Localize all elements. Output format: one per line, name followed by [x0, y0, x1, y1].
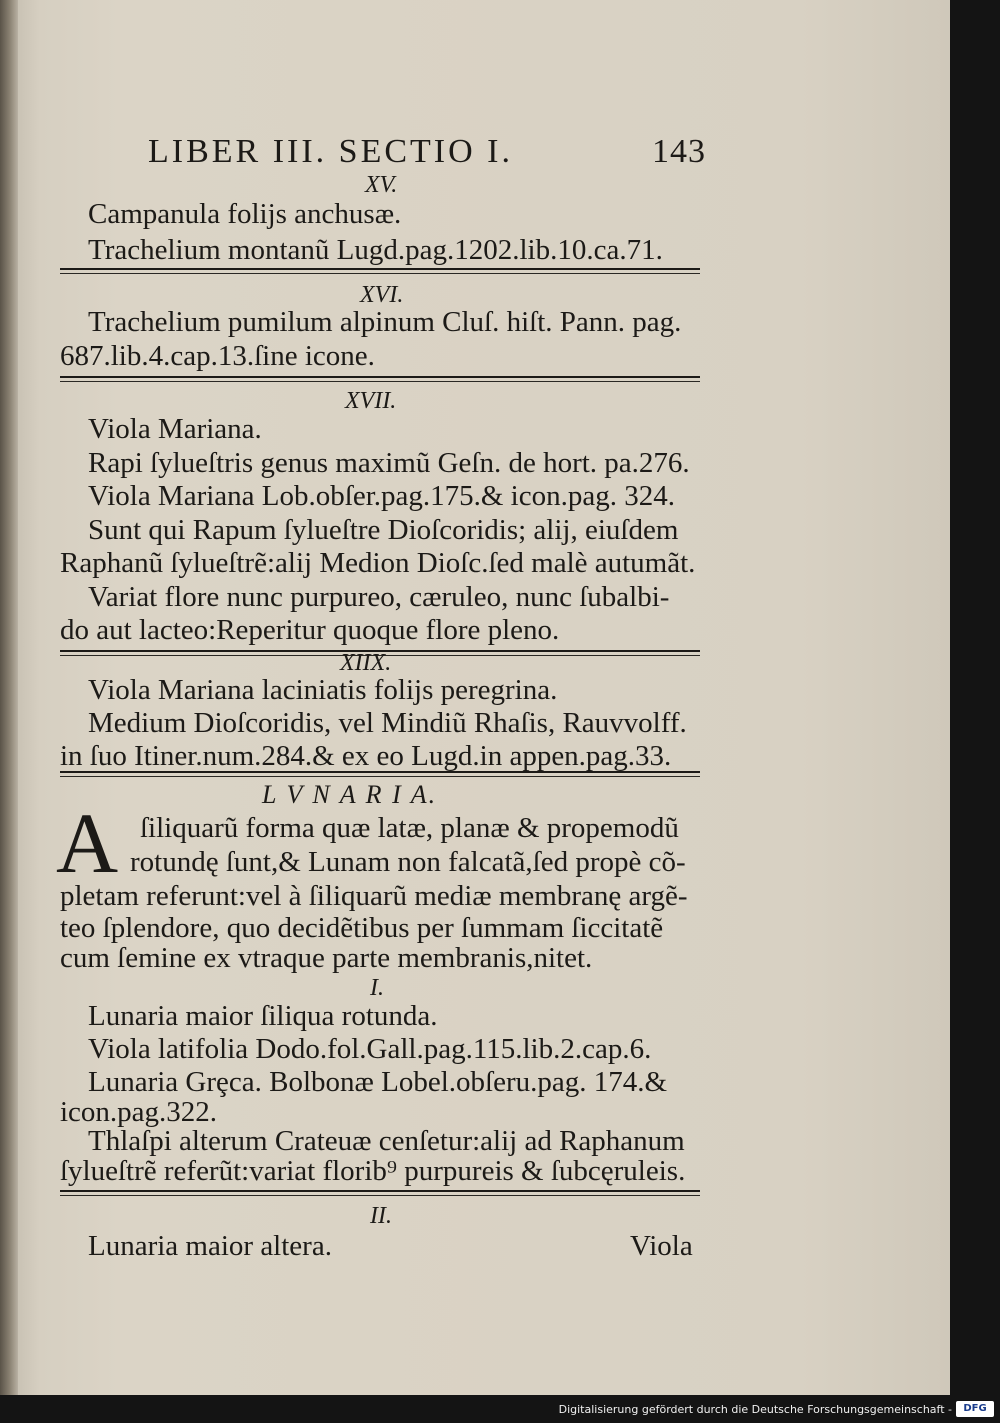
intro-line: teo ſplendore, quo decidẽtibus per ſummam ſiccitatẽ	[60, 912, 664, 944]
running-header: LIBER III. SECTIO I.	[148, 133, 514, 170]
entry-line: do aut lacteo:Reperitur quoque flore pleno.	[60, 614, 560, 646]
entry-line: Lunaria maior altera.	[88, 1230, 332, 1262]
entry-number: XVII.	[345, 388, 397, 414]
divider-rule	[60, 776, 700, 777]
dfg-logo-icon: DFG	[956, 1401, 994, 1417]
entry-number: XIIX.	[340, 650, 392, 676]
divider-rule	[60, 273, 700, 274]
entry-line: Medium Dioſcoridis, vel Mindiũ Rhaſis, Rauvvolff.	[88, 707, 687, 739]
entry-line: in ſuo Itiner.num.284.& ex eo Lugd.in appen.pag.33.	[60, 740, 672, 772]
entry-line: Lunaria Grȩca. Bolbonæ Lobel.obſeru.pag. 174.&	[88, 1066, 668, 1098]
divider-rule	[60, 1190, 700, 1192]
divider-rule	[60, 376, 700, 378]
entry-line: Trachelium montanũ Lugd.pag.1202.lib.10.ca.71.	[88, 234, 663, 266]
entry-line: Viola Mariana laciniatis folijs peregrina.	[88, 674, 558, 706]
entry-number: II.	[370, 1203, 392, 1229]
drop-initial: A	[56, 795, 119, 891]
intro-line: pletam referunt:vel à ſiliquarũ mediæ membranę argẽ-	[60, 880, 688, 912]
divider-rule	[60, 381, 700, 382]
entry-line: Lunaria maior ſiliqua rotunda.	[88, 1000, 438, 1032]
catchword: Viola	[630, 1230, 693, 1262]
divider-rule	[60, 268, 700, 270]
entry-line: Viola Mariana Lob.obſer.pag.175.& icon.pag. 324.	[88, 480, 675, 512]
entry-number: XV.	[365, 172, 398, 198]
entry-line: Raphanũ ſylueſtrẽ:alij Medion Dioſc.ſed malè autumãt.	[60, 547, 696, 579]
entry-line: Viola Mariana.	[88, 413, 262, 445]
entry-line: Thlaſpi alterum Crateuæ cenſetur:alij ad Raphanum	[88, 1125, 685, 1157]
section-title: L V N A R I A.	[262, 780, 438, 809]
footer-bar	[0, 1395, 1000, 1423]
divider-rule	[60, 1195, 700, 1196]
intro-line: ſiliquarũ forma quæ latæ, planæ & propemodũ	[140, 812, 679, 844]
intro-line: rotundę ſunt,& Lunam non falcatã,ſed propè cõ-	[130, 846, 686, 878]
entry-number: XVI.	[360, 282, 404, 308]
entry-line: Variat flore nunc purpureo, cæruleo, nunc ſubalbi-	[88, 581, 670, 613]
entry-line: 687.lib.4.cap.13.ſine icone.	[60, 340, 375, 372]
entry-line: Viola latifolia Dodo.fol.Gall.pag.115.lib.2.cap.6.	[88, 1033, 652, 1065]
divider-rule	[60, 771, 700, 773]
entry-number: I.	[370, 975, 384, 1001]
entry-line: Trachelium pumilum alpinum Cluſ. hiſt. Pann. pag.	[88, 306, 682, 338]
entry-line: icon.pag.322.	[60, 1096, 218, 1128]
page-number: 143	[652, 133, 706, 170]
entry-line: ſylueſtrẽ referũt:variat florib⁹ purpureis & ſubcęruleis.	[60, 1155, 686, 1187]
entry-line: Sunt qui Rapum ſylueſtre Dioſcoridis; alij, eiuſdem	[88, 514, 679, 546]
entry-line: Campanula folijs anchusæ.	[88, 198, 402, 230]
footer-credit: Digitalisierung gefördert durch die Deutsche Forschungsgemeinschaft -	[558, 1403, 952, 1416]
intro-line: cum ſemine ex vtraque parte membranis,nitet.	[60, 942, 593, 974]
entry-line: Rapi ſylueſtris genus maximũ Geſn. de hort. pa.276.	[88, 447, 690, 479]
